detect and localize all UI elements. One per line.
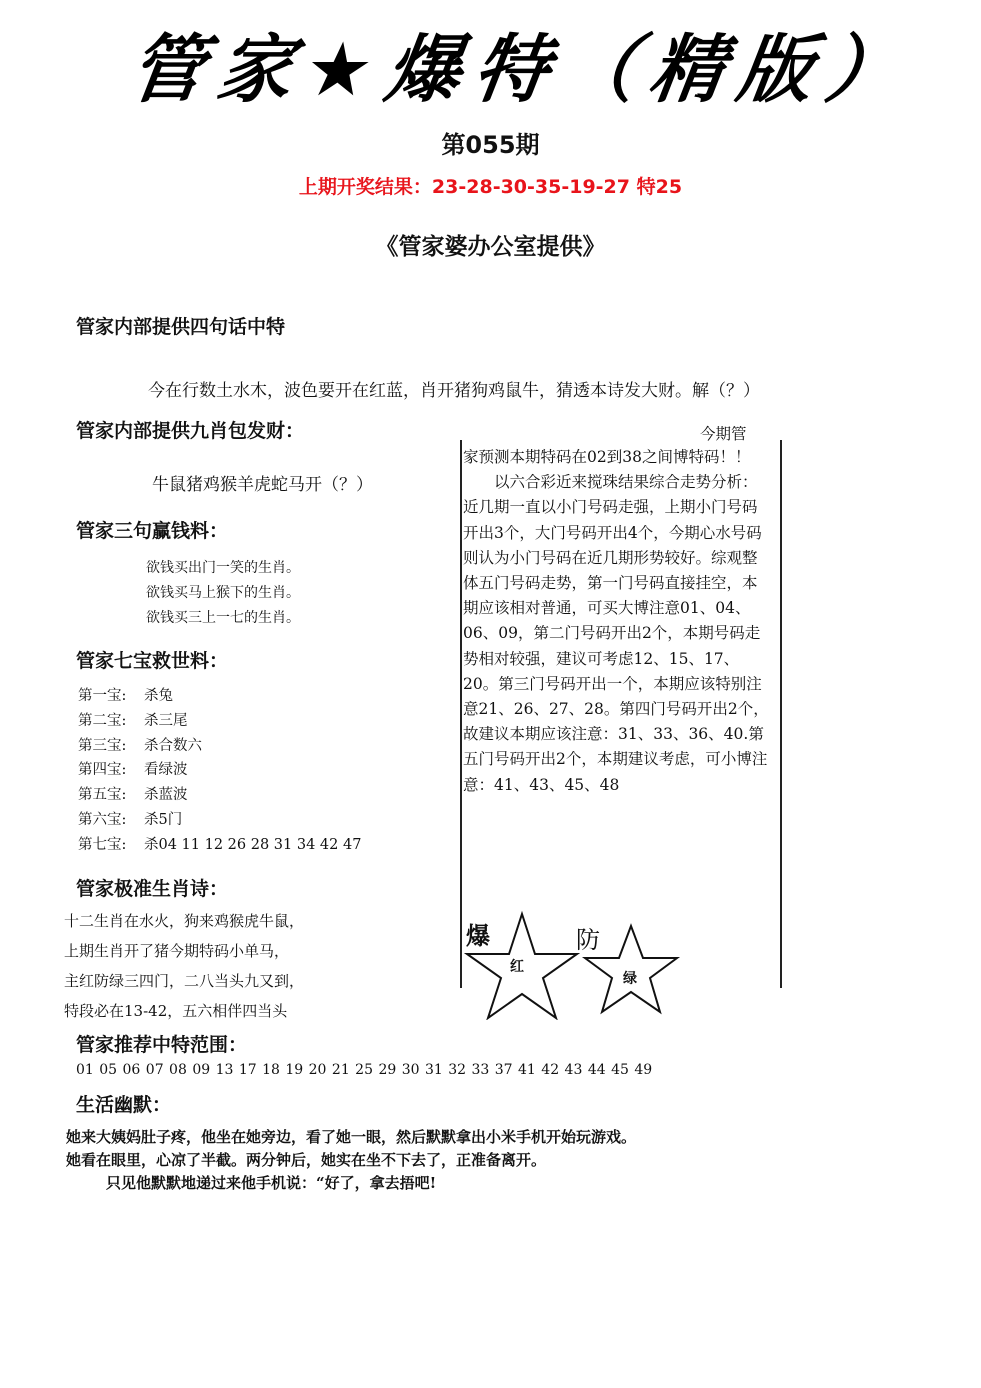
list-item: 第七宝: 杀04 11 12 26 28 31 34 42 47 — [78, 836, 362, 853]
humor-text — [66, 1126, 936, 1195]
star-label-left: 红 — [510, 959, 524, 975]
prediction-paragraph: 以六合彩近来搅珠结果综合走势分析：近几期一直以小门号码走强，上期小门号码开出3个，大门号码开出4个，今期心水号码则认为小门号码在近几期形势较好。综观整体五门号码走势，第一门号码直接挂空，本期应该相对普通，可买大博注意01、04、06、09，第二门号码开出2个，本期号码走势相对较强，建议可考虑12、15、17、20。第三门号码开出一个，本期应该特别注意21、26、27、28。第四门号码开出2个，故建议本期应该注意：31、33、36、40.第五门号码开出2个，本期建议考虑，可小博注意：41、43、45、48 — [463, 473, 769, 794]
seven-treasure-list — [78, 684, 361, 858]
humor-heading: 生活幽默： — [76, 1094, 172, 1116]
list-item: 第三宝: 杀合数六 — [78, 737, 202, 754]
list-item: 第六宝: 杀5门 — [78, 811, 183, 828]
four-sentence-text: 今在行数土水木，波色要开在红蓝，肖开猪狗鸡鼠牛，猜透本诗发大财。解（？） — [148, 381, 760, 401]
list-item: 欲钱买三上一七的生肖。 — [146, 610, 300, 626]
star-caption-right: 防 — [576, 926, 600, 954]
three-sentence-heading: 管家三句赢钱料： — [76, 520, 229, 542]
three-sentence-list — [146, 556, 300, 631]
list-item: 十二生肖在水火，狗来鸡猴虎牛鼠， — [64, 912, 305, 930]
prediction-paragraph: 家预测本期特码在02到38之间博特码！！ — [463, 448, 751, 466]
list-item: 欲钱买出门一笑的生肖。 — [146, 560, 300, 576]
list-item: 第四宝: 看绿波 — [78, 762, 188, 779]
nine-zodiac-heading: 管家内部提供九肖包发财： — [76, 420, 305, 442]
list-item: 上期生肖开了猪今期特码小单马， — [64, 942, 290, 960]
prediction-intro: 今期管 — [700, 425, 747, 443]
nine-zodiac-text: 牛鼠猪鸡猴羊虎蛇马开（？） — [152, 475, 373, 495]
list-item: 第二宝: 杀三尾 — [78, 712, 188, 729]
list-item: 只见他默默地递过来他手机说：“好了，拿去捂吧! — [106, 1174, 437, 1192]
list-item: 她看在眼里，心凉了半截。两分钟后，她实在坐不下去了，正准备离开。 — [66, 1151, 547, 1169]
range-numbers: 01 05 06 07 08 09 13 17 18 19 20 21 25 29 30 31 32 33 37 41 42 43 44 45 49 — [76, 1062, 653, 1078]
last-result: 上期开奖结果：23-28-30-35-19-27 特25 — [298, 176, 683, 198]
issue-number: 第055期 — [441, 131, 540, 159]
list-item: 第五宝: 杀蓝波 — [78, 787, 188, 804]
provider-line: 《管家婆办公室提供》 — [375, 233, 606, 260]
star-caption-left: 爆 — [466, 921, 490, 950]
star-label-right: 绿 — [623, 971, 637, 987]
list-item: 欲钱买马上猴下的生肖。 — [146, 585, 300, 601]
seven-treasure-heading: 管家七宝救世料： — [76, 650, 229, 672]
prediction-text — [463, 445, 769, 798]
four-sentence-heading: 管家内部提供四句话中特 — [76, 316, 286, 338]
star-graphics — [462, 910, 762, 1020]
list-item: 主红防绿三四门，二八当头九又到， — [64, 972, 305, 990]
page-title: 管家★爆特（精版） — [123, 27, 921, 113]
list-item: 第一宝: 杀兔 — [78, 688, 173, 704]
range-heading: 管家推荐中特范围： — [76, 1034, 248, 1056]
list-item: 她来大姨妈肚子疼，他坐在她旁边，看了她一眼，然后默默拿出小米手机开始玩游戏。 — [66, 1128, 637, 1146]
zodiac-poem-lines — [64, 906, 304, 1026]
list-item: 特段必在13-42，五六相伴四当头 — [64, 1002, 288, 1020]
zodiac-poem-heading: 管家极准生肖诗： — [76, 878, 229, 900]
